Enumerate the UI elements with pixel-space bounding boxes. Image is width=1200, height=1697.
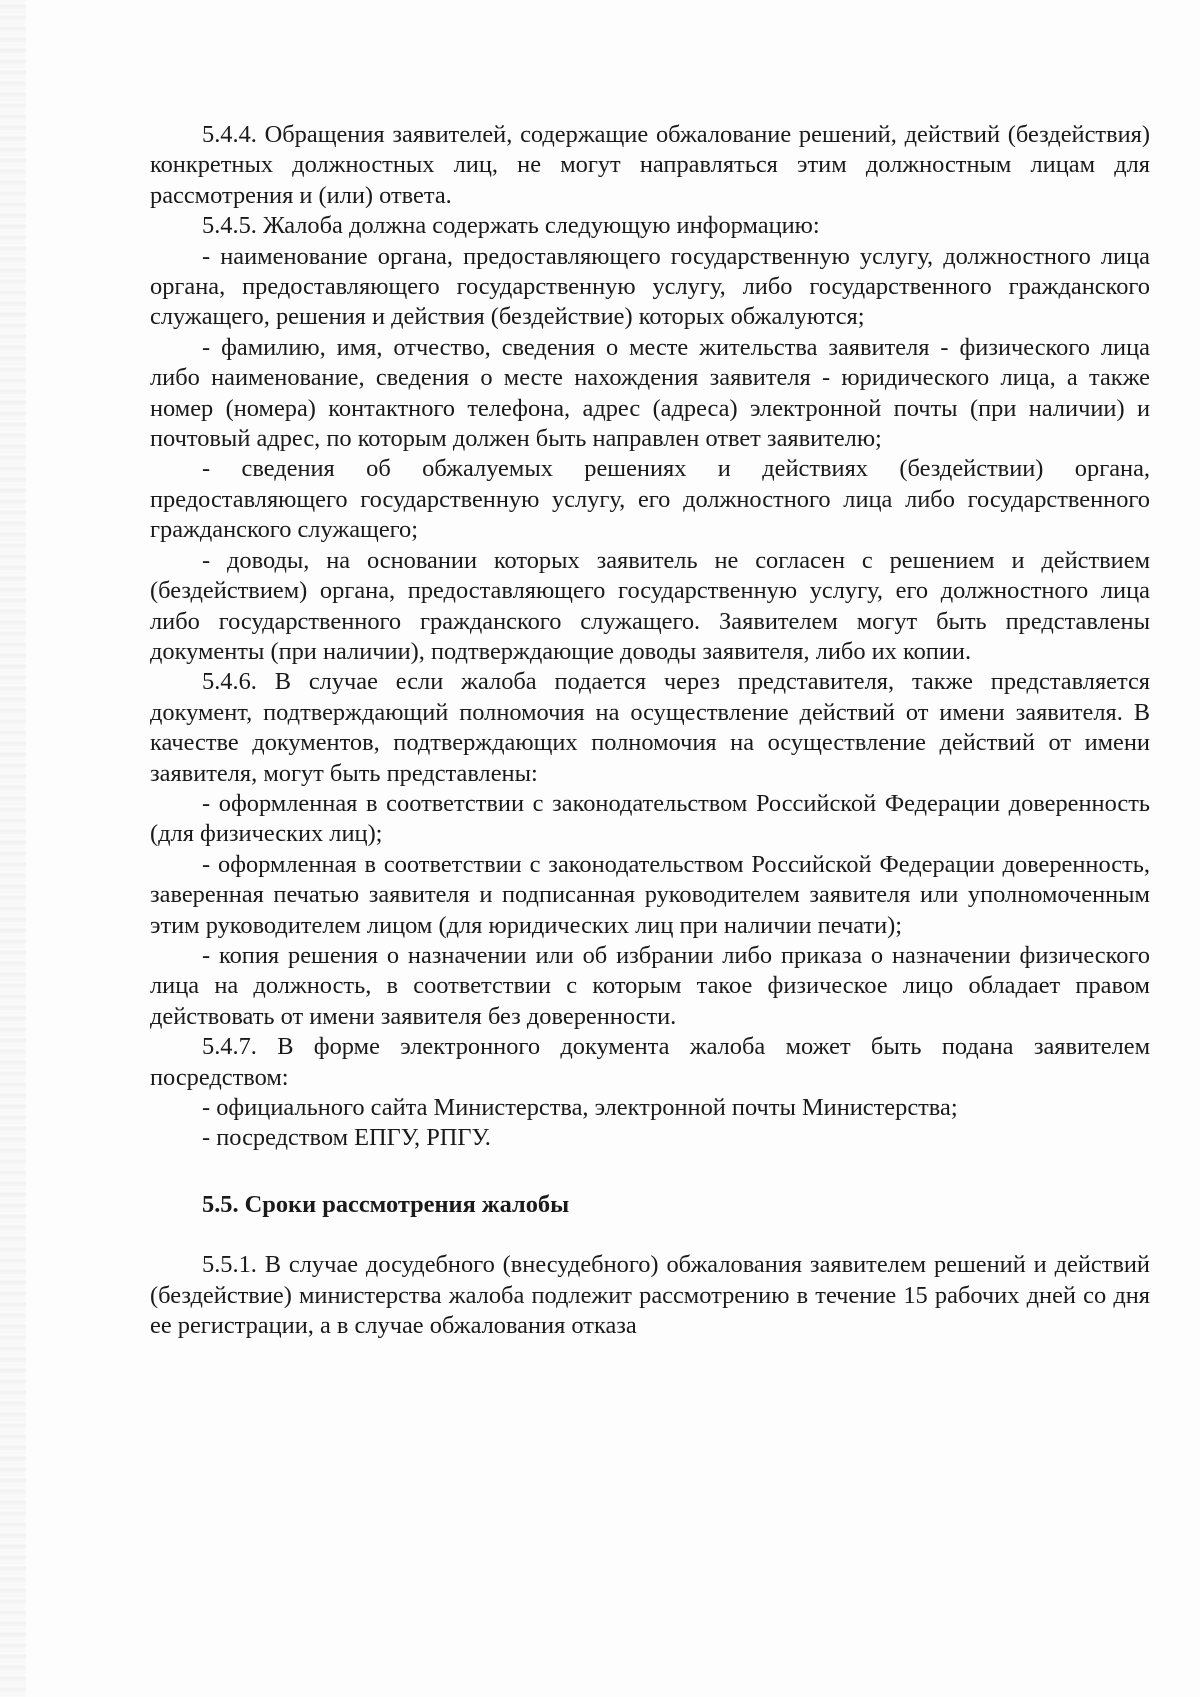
list-item-organ-name: - наименование органа, предоставляющего государственную услугу, должностного лица органа, предоставляющего государственную услугу, либо государственного гражданского служащего, решения и действия (бездействие) которых обжалуются; — [150, 242, 1150, 331]
list-item-arguments: - доводы, на основании которых заявитель не согласен с решением и действием (бездействием) органа, предоставляющего государственную услугу, его должностного лица либо государственного гражданского служащего. Заявителем могут быть представлены документы (при наличии), подтверждающие доводы заявителя, либо их копии. — [150, 546, 1150, 665]
list-item-appointment-copy: - копия решения о назначении или об избрании либо приказа о назначении физического лица на должность, в соответствии с которым такое физическое лицо обладает правом действовать от имени заявителя без доверенности. — [150, 941, 1150, 1030]
document-body — [150, 120, 1150, 1341]
paragraph-5-4-6: 5.4.6. В случае если жалоба подается через представителя, также представляется документ, подтверждающий полномочия на осуществление действий от имени заявителя. В качестве документов, подтверждающих полномочия на осуществление действий от имени заявителя, могут быть представлены: — [150, 668, 1150, 787]
paragraph-5-5-1: 5.5.1. В случае досудебного (внесудебного) обжалования заявителем решений и действий (бездействие) министерства жалоба подлежит рассмотрению в течение 15 рабочих дней со дня ее регистрации, а в случае обжалования отказа — [150, 1251, 1150, 1340]
scan-edge-artifact — [0, 0, 26, 1697]
list-item-appealed-decisions: - сведения об обжалуемых решениях и действиях (бездействии) органа, предоставляющего государственную услугу, его должностного лица либо государственного гражданского служащего; — [150, 455, 1150, 544]
list-item-applicant-info: - фамилию, имя, отчество, сведения о месте жительства заявителя - физического лица либо наименование, сведения о месте нахождения заявителя - юридического лица, а также номер (номера) контактного телефона, адрес (адреса) электронной почты (при наличии) и почтовый адрес, по которым должен быть направлен ответ заявителю; — [150, 333, 1150, 453]
paragraph-5-4-4: 5.4.4. Обращения заявителей, содержащие обжалование решений, действий (бездействия) конкретных должностных лиц, не могут направляться этим должностным лицам для рассмотрения и (или) ответа. — [150, 121, 1150, 209]
paragraph-5-4-7: 5.4.7. В форме электронного документа жалоба может быть подана заявителем посредством: — [150, 1033, 1150, 1091]
section-heading-5-5: 5.5. Сроки рассмотрения жалобы — [202, 1190, 570, 1218]
list-item-power-of-attorney-individual: - оформленная в соответствии с законодательством Российской Федерации доверенность (для физических лиц); — [150, 789, 1150, 848]
list-item-official-site: - официального сайта Министерства, электронной почты Министерства; — [202, 1094, 958, 1121]
list-item-epgu: - посредством ЕПГУ, РПГУ. — [202, 1124, 491, 1152]
paragraph-5-4-5: 5.4.5. Жалоба должна содержать следующую информацию: — [202, 212, 820, 240]
list-item-power-of-attorney-legal: - оформленная в соответствии с законодательством Российской Федерации доверенность, заверенная печатью заявителя и подписанная руководителем заявителя или уполномоченным этим руководителем лицом (для юридических лиц при наличии печати); — [150, 850, 1150, 939]
